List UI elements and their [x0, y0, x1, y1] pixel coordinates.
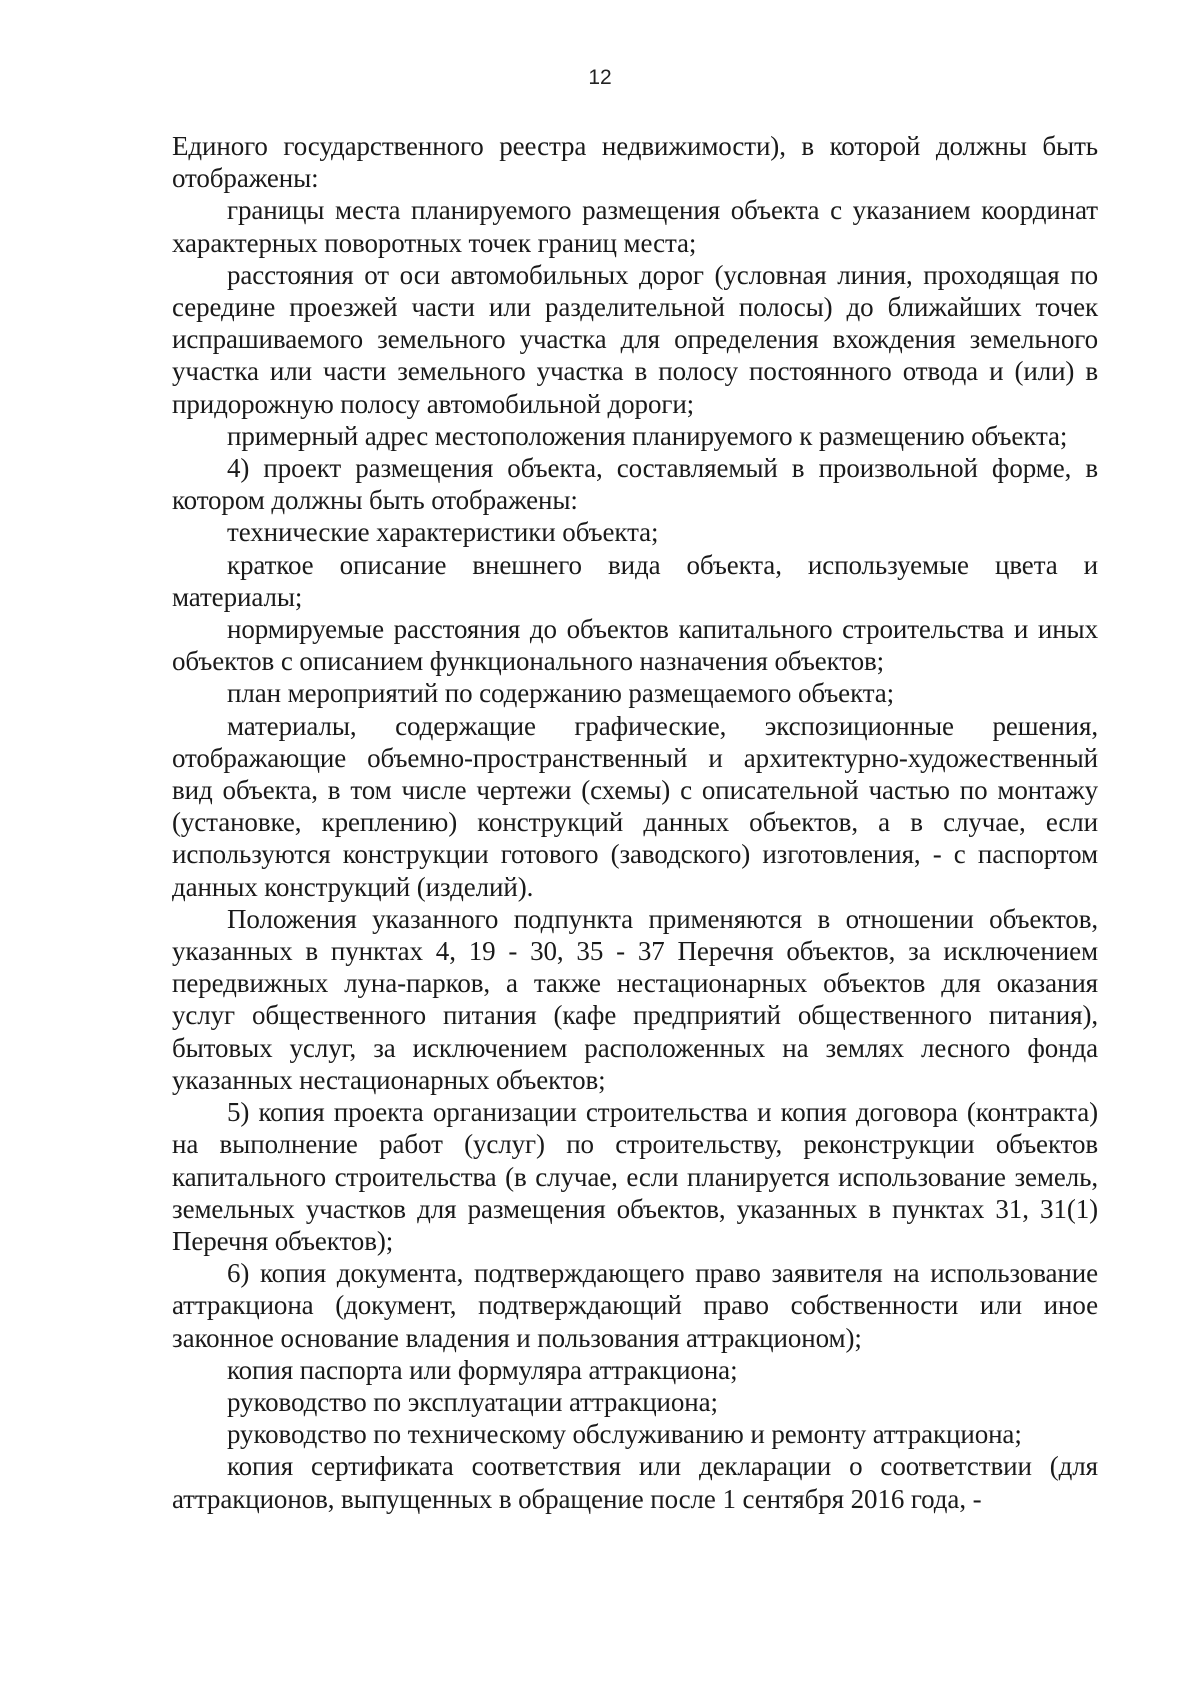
page-number: 12	[588, 66, 612, 89]
paragraph: руководство по эксплуатации аттракциона;	[227, 1386, 718, 1417]
paragraph: границы места планируемого размещения объекта с указанием координат характерных поворотных точек границ места;	[172, 195, 1098, 258]
paragraph: копия сертификата соответствия или декларации о соответствии (для аттракционов, выпущенных в обращение после 1 сентября 2016 года, -	[172, 1451, 1098, 1514]
paragraph: Единого государственного реестра недвижимости), в которой должны быть отображены:	[172, 131, 1098, 194]
paragraph: 6) копия документа, подтверждающего право заявителя на использование аттракциона (документ, подтверждающий право собственности или иное законное основание владения и пользования аттракционом);	[172, 1258, 1098, 1353]
paragraph: руководство по техническому обслуживанию и ремонту аттракциона;	[227, 1419, 1022, 1450]
paragraph: нормируемые расстояния до объектов капитального строительства и иных объектов с описанием функционального назначения объектов;	[172, 614, 1098, 677]
paragraph: материалы, содержащие графические, экспозиционные решения, отображающие объемно-пространственный и архитектурно-художественный вид объекта, в том числе чертежи (схемы) с описательной частью по монтажу (установке, креплению) конструкций данных объектов, а в случае, если используются конструкции готового (заводского) изготовления, - с паспортом данных конструкций (изделий).	[172, 710, 1098, 902]
paragraph: Положения указанного подпункта применяются в отношении объектов, указанных в пунктах 4, 19 - 30, 35 - 37 Перечня объектов, за исключением передвижных луна-парков, а также нестационарных объектов для оказания услуг общественного питания (кафе предприятий общественного питания), бытовых услуг, за исключением расположенных на землях лесного фонда указанных нестационарных объектов;	[172, 903, 1098, 1095]
paragraph: расстояния от оси автомобильных дорог (условная линия, проходящая по середине проезжей части или разделительной полосы) до ближайших точек испрашиваемого земельного участка для определения вхождения земельного участка или части земельного участка в полосу постоянного отвода и (или) в придорожную полосу автомобильной дороги;	[172, 259, 1098, 419]
paragraph: 5) копия проекта организации строительства и копия договора (контракта) на выполнение работ (услуг) по строительству, реконструкции объектов капитального строительства (в случае, если планируется использование земель, земельных участков для размещения объектов, указанных в пунктах 31, 31(1) Перечня объектов);	[172, 1097, 1098, 1256]
paragraph: краткое описание внешнего вида объекта, используемые цвета и материалы;	[172, 549, 1098, 612]
paragraph: примерный адрес местоположения планируемого к размещению объекта;	[227, 420, 1068, 451]
paragraph: копия паспорта или формуляра аттракциона;	[227, 1354, 738, 1385]
paragraph: план мероприятий по содержанию размещаемого объекта;	[227, 678, 895, 709]
document-body	[172, 130, 1098, 1515]
paragraph: 4) проект размещения объекта, составляемый в произвольной форме, в котором должны быть отображены:	[172, 453, 1098, 516]
paragraph: технические характеристики объекта;	[227, 517, 659, 548]
